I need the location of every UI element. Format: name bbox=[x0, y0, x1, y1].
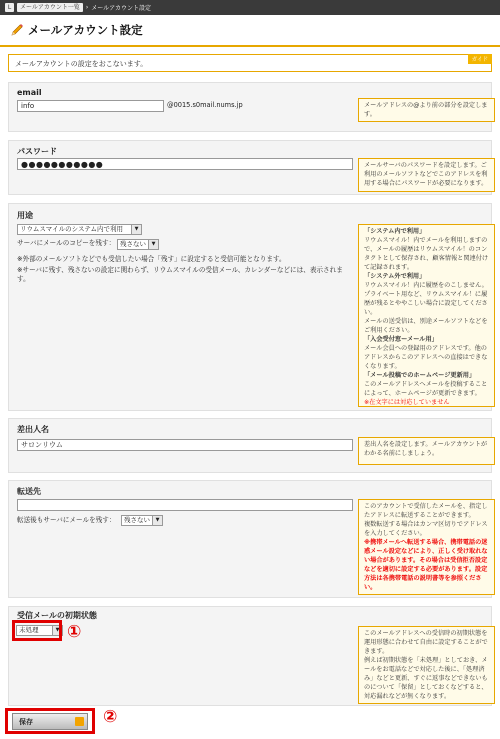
highlight-box-2 bbox=[5, 708, 95, 734]
forward-hint: このアカウントで受信したメールを、指定したアドレスに転送することができます。 複数転送する場合はカンマ区切りでアドレスを入力してください。 ※携帯メールへ転送する場合、携帯電話の迷惑メール設定などにより、正しく受け取れない場合があります。その場合は受信拒否設定などを適切に設定する必要があります。設定方法は各携帯電話の説明書等を参照ください。 bbox=[358, 499, 495, 595]
usage-select[interactable]: リウムスマイルのシステム内で利用 ▼ bbox=[17, 224, 142, 235]
forward-label: 転送先 bbox=[17, 487, 41, 496]
dropdown-arrow-icon: ▼ bbox=[152, 516, 162, 525]
sender-label: 差出人名 bbox=[17, 425, 49, 434]
dropdown-arrow-icon: ▼ bbox=[52, 626, 62, 635]
highlight-box-1 bbox=[12, 620, 62, 641]
sender-hint: 差出人名を設定します。メールアカウントがわかる名前にしましょう。 bbox=[358, 437, 495, 465]
copy-label: サーバにメールのコピーを残す： bbox=[17, 239, 116, 247]
keep-select[interactable]: 残さない ▼ bbox=[121, 515, 163, 526]
password-hint: メールサーバのパスワードを設定します。ご利用のメールソフトなどでこのアドレスを利用する場合にパスワードが必要になります。 bbox=[358, 158, 495, 192]
email-hint: メールアドレスの@より前の部分を設定します。 bbox=[358, 98, 495, 122]
chevron-right-icon: › bbox=[85, 4, 89, 11]
usage-section bbox=[8, 203, 492, 411]
forward-input[interactable] bbox=[17, 499, 353, 511]
breadcrumb bbox=[0, 0, 500, 15]
initial-status-select[interactable]: 未処理 ▼ bbox=[16, 625, 63, 636]
pencil-icon bbox=[10, 23, 24, 37]
keep-label: 転送後もサーバにメールを残す： bbox=[17, 516, 116, 524]
guide-text: メールアカウントの設定をおこないます。 bbox=[15, 60, 148, 68]
email-label: email bbox=[17, 88, 42, 97]
dropdown-arrow-icon: ▼ bbox=[131, 225, 141, 234]
initial-status-hint: このメールアドレスへの受信時の初期状態を運用形態に合わせて自由に設定することができます。 例えば初期状態を「未処理」としておき、メールをお電話などで対応した後に、「処理済み」などと更新、すぐに返事などできないものについて「保留」としておくなどすると、対応漏れなどが無くなります。 bbox=[358, 626, 495, 704]
save-button[interactable]: 保存 bbox=[12, 713, 88, 730]
usage-note-2: ※サーバに残す、残さないの設定に関わらず、リウムスマイルの受信メール、カレンダーなどには、表示されます。 bbox=[17, 266, 343, 284]
email-input[interactable]: info bbox=[17, 100, 164, 112]
email-domain: @0015.s0mail.nums.jp bbox=[167, 101, 243, 109]
sender-section bbox=[8, 418, 492, 473]
marker-number-1: ① bbox=[67, 622, 82, 642]
page-header bbox=[0, 15, 500, 47]
dropdown-arrow-icon: ▼ bbox=[148, 240, 158, 249]
password-label: パスワード bbox=[17, 147, 57, 156]
sender-input[interactable]: サロンリウム bbox=[17, 439, 353, 451]
initial-status-section bbox=[8, 606, 492, 706]
breadcrumb-link-account-list[interactable]: メールアカウント一覧 bbox=[17, 3, 83, 12]
breadcrumb-current: メールアカウント設定 bbox=[91, 5, 152, 12]
password-input[interactable]: ●●●●●●●●●●● bbox=[17, 158, 353, 170]
guide-box bbox=[8, 54, 492, 72]
initial-status-label: 受信メールの初期状態 bbox=[17, 611, 97, 620]
home-icon[interactable]: L bbox=[5, 3, 14, 12]
usage-note-1: ※外部のメールソフトなどでも受信したい場合「残す」に設定すると受信可能となります。 bbox=[17, 255, 286, 263]
marker-number-2: ② bbox=[103, 707, 118, 727]
page-title: メールアカウント設定 bbox=[28, 23, 143, 37]
copy-select[interactable]: 残さない ▼ bbox=[117, 239, 159, 250]
email-section bbox=[8, 82, 492, 132]
forward-section bbox=[8, 480, 492, 598]
usage-hint: 「システム内で利用」 リウムスマイル！内でメールを利用しますので、メールの履歴はリウムスマイル！のコンタクトとして保存され、顧客情報と関連付けて記録されます。 「システム外で利用」 リウムスマイル！内に履歴をのこしません。プライベート用など、リウムスマイル！に履歴が残るとややこしい場合に設定してください。 メールの送受信は、別途メールソフトなどをご利用ください。 「入会受付窓ーメール用」 メール会員への登録用のアドレスです。他のアドレスからこのアドレスへの直接はできなくなります。 「メール投稿でのホームページ更新用」 このメールアドレスへメールを投稿することによって、ホームページが更新できます。 ※在文字には対応していません bbox=[358, 224, 495, 407]
guide-badge[interactable]: ガイド bbox=[468, 54, 492, 64]
password-section bbox=[8, 140, 492, 195]
usage-label: 用途 bbox=[17, 211, 33, 220]
